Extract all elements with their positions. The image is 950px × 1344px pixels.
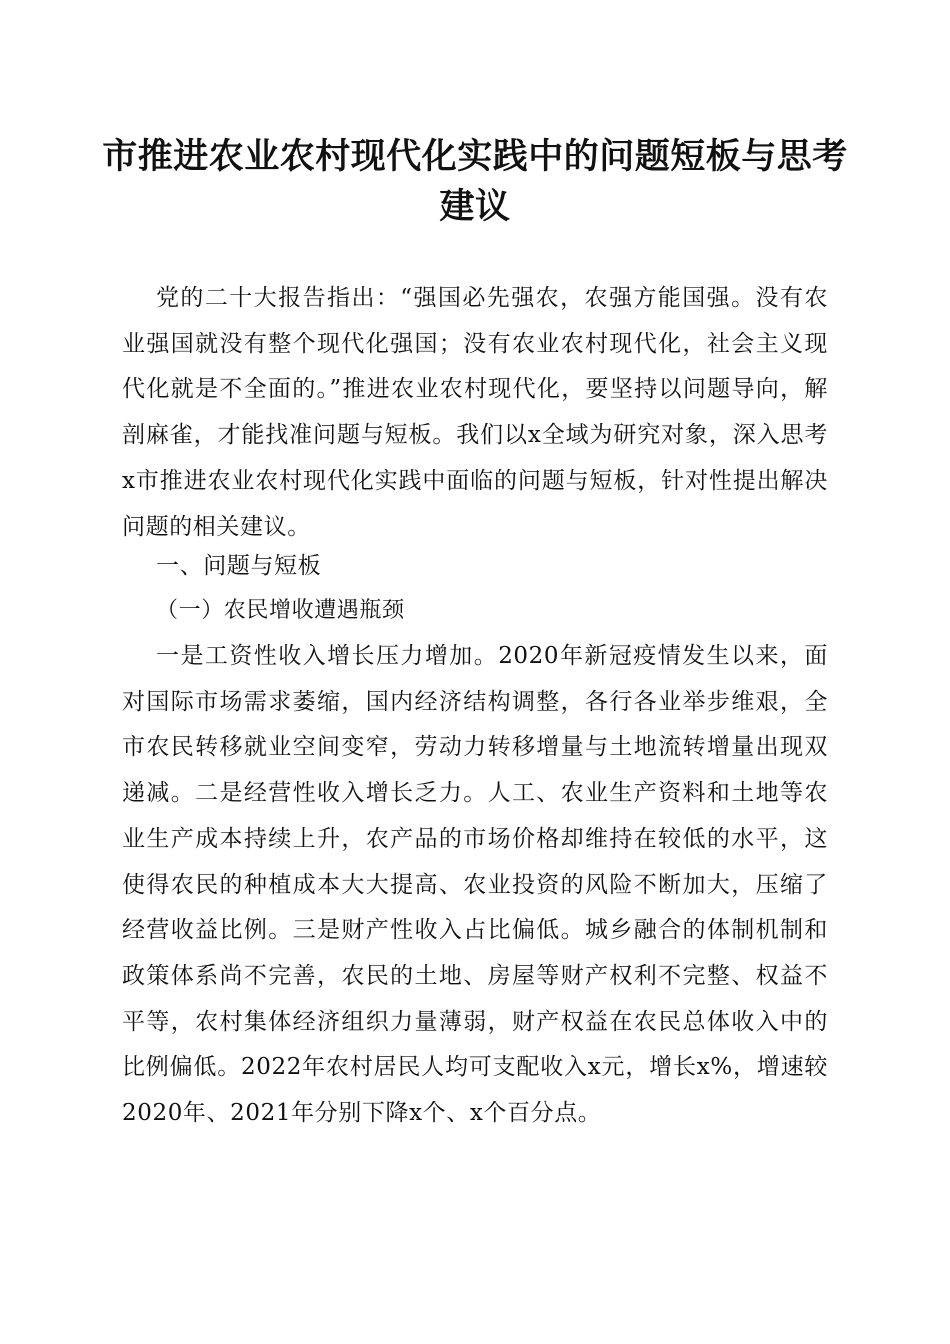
section-heading: 一、问题与短板 bbox=[156, 553, 322, 579]
document-title: 市推进农业农村现代化实践中的问题短板与思考建议 bbox=[102, 136, 848, 227]
body-paragraph bbox=[122, 634, 828, 1137]
intro-paragraph: 党的二十大报告指出：“强国必先强农，农强方能国强。没有农业强国就没有整个现代化强国；没有农业农村现代化，社会主义现代化就是不全面的。”推进农业农村现代化，要坚持以问题导向，解剖麻雀，才能找准问题与短板。我们以x全域为研究对象，深入思考x市推进农业农村现代化实践中面临的问题与短板，针对性提出解决问题的相关建议。 bbox=[122, 285, 828, 540]
subsection-heading: （一）农民增收遭遇瓶颈 bbox=[156, 598, 405, 623]
paragraph-text: 2020年新冠疫情发生以来，面对国际市场需求萎缩，国内经济结构调整，各行各业举步维艰，全市农民转移就业空间变窄，劳动力转移增量与土地流转增量出现双递减。二是经营性收入增长乏力。人工、农业生产资料和土地等农业生产成本持续上升，农产品的市场价格却维持在较低的水平，这使得农民的种植成本大大提高、农业投资的风险不断加大，压缩了经营收益比例。三是财产性收入占比偏低。城乡融合的体制机制和政策体系尚不完善，农民的土地、房屋等财产权利不完整、权益不平等，农村集体经济组织力量薄弱，财产权益在农民总体收入中的比例偏低。2022年农村居民人均可支配收入x元，增长x%，增速较2020年、2021年分别下降x个、x个百分点。 bbox=[122, 643, 828, 1127]
paragraph-lead: 一是工资性收入增长压力增加。 bbox=[156, 643, 499, 669]
